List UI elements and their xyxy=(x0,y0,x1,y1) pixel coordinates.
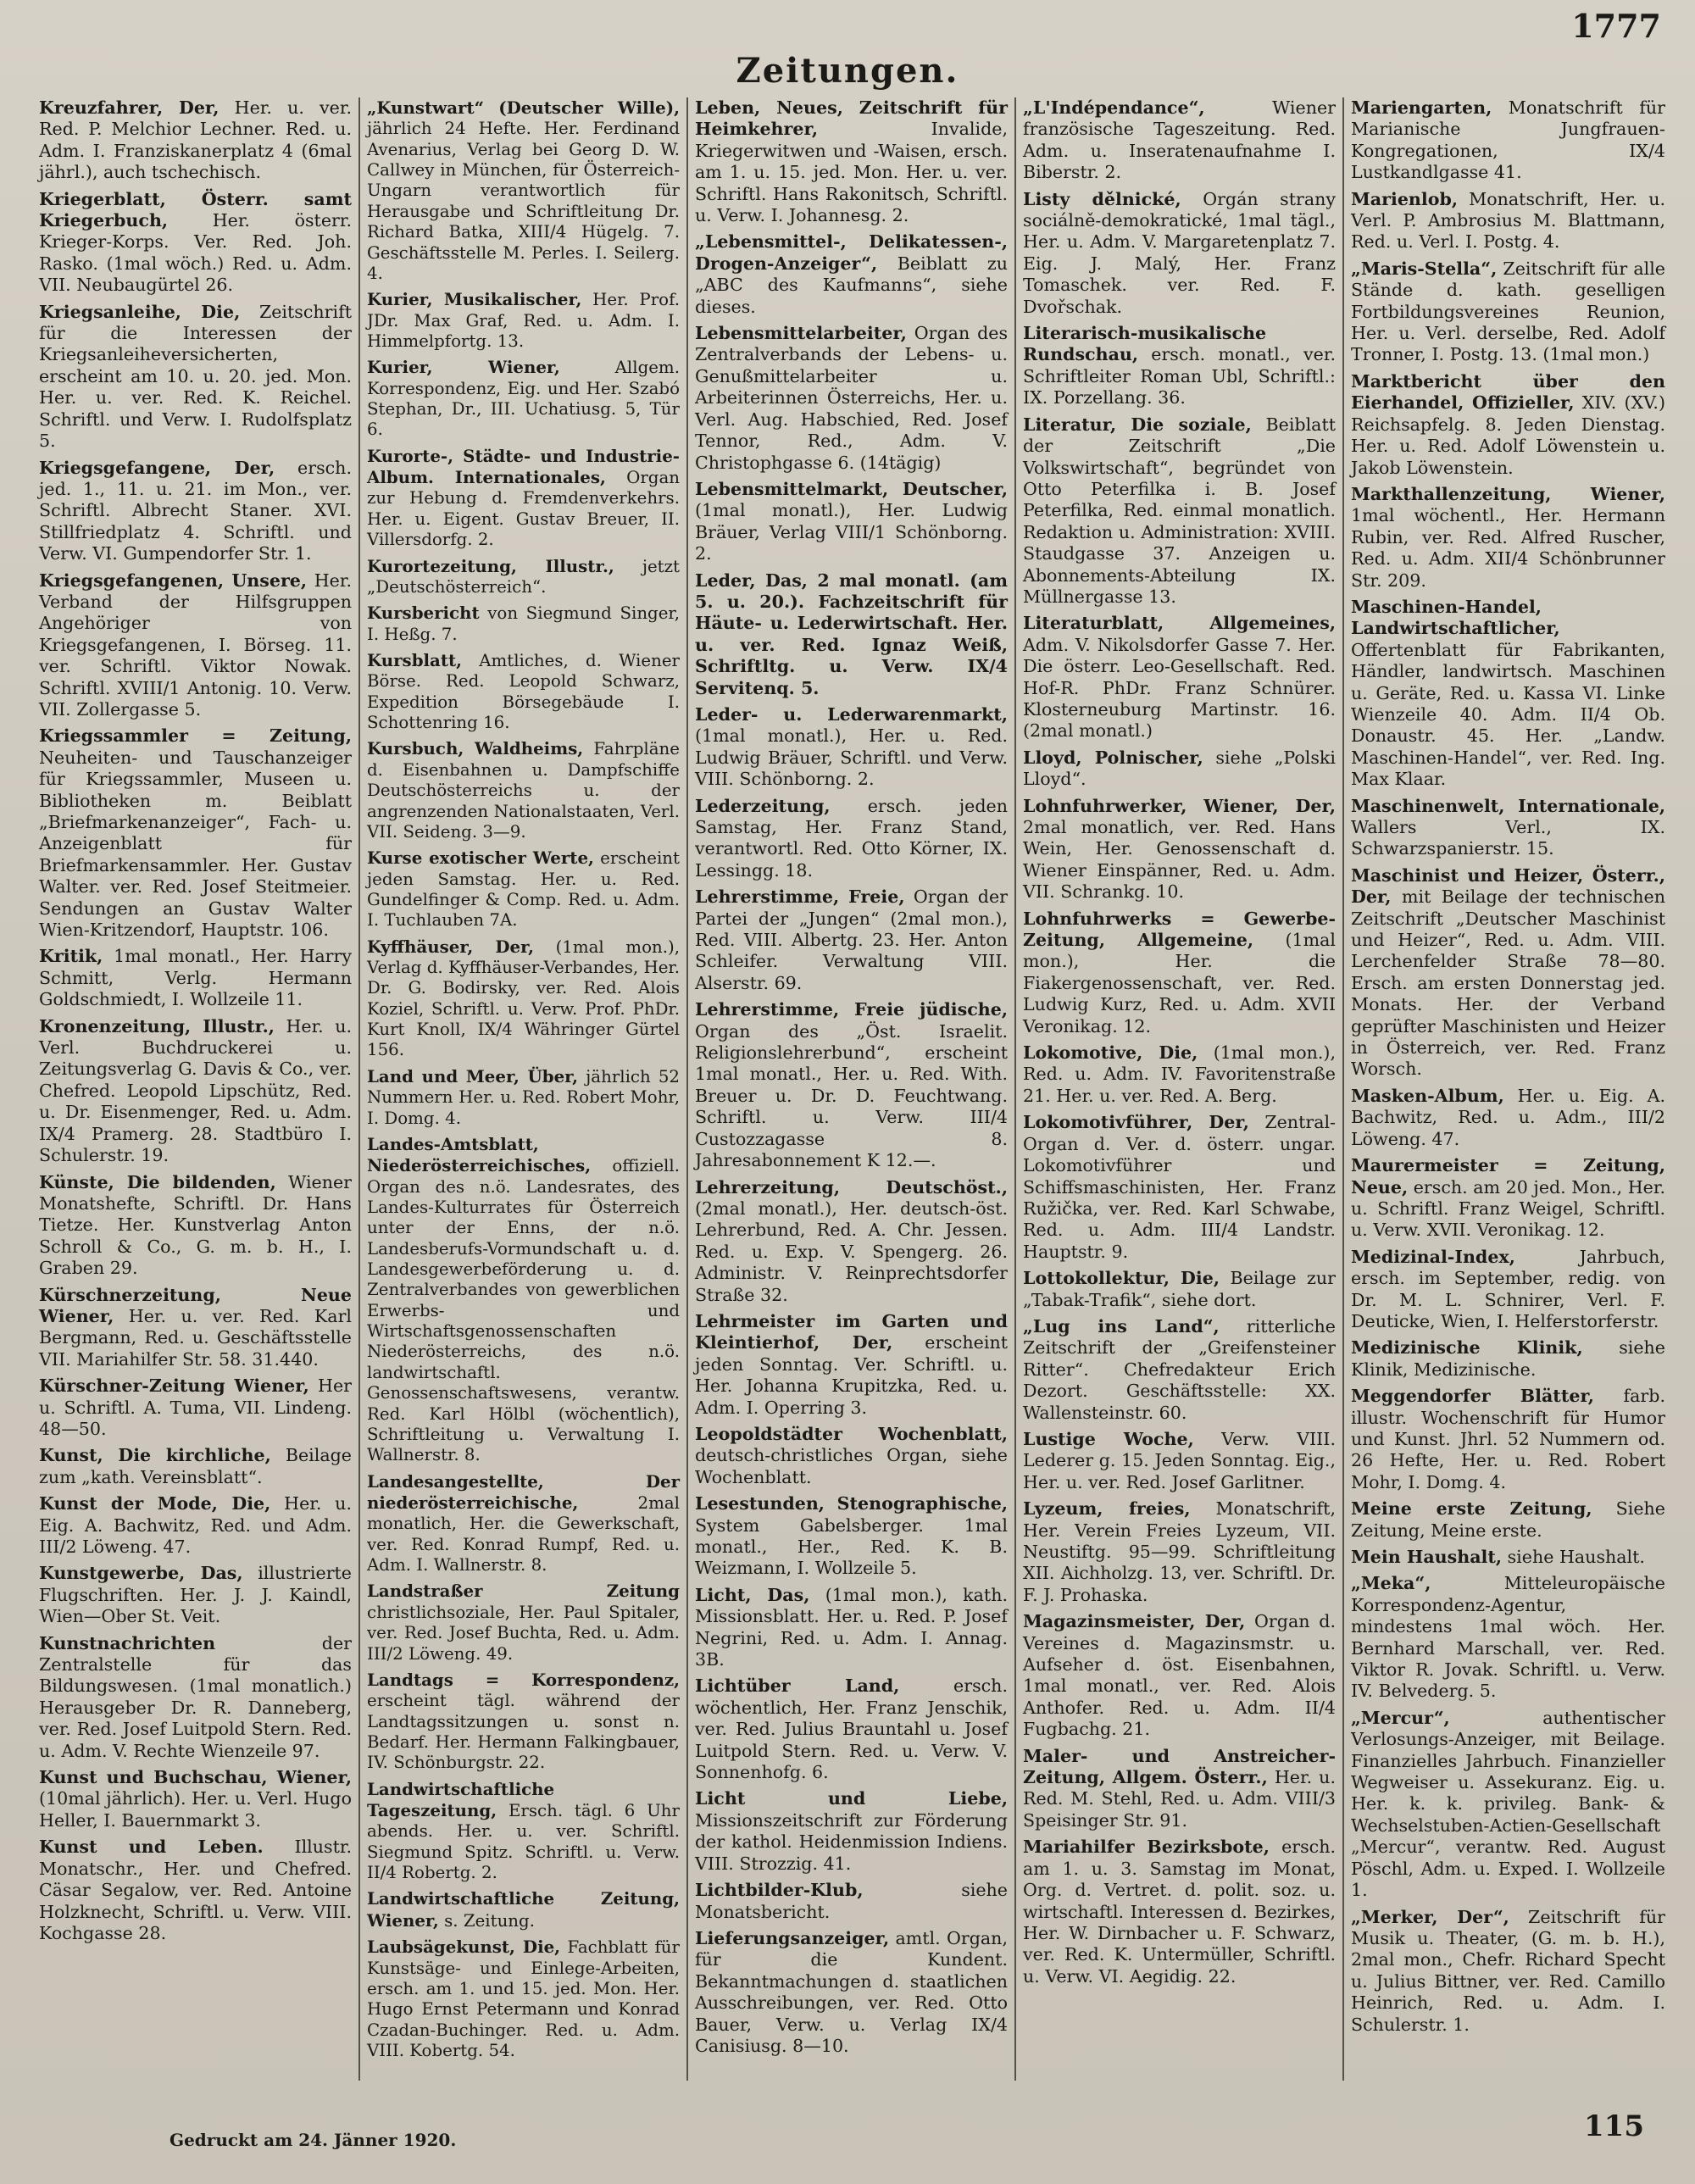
entry-title: Literaturblatt, Allgemeines, xyxy=(1023,613,1336,634)
entry-title: Mariengarten, xyxy=(1351,97,1492,118)
entry-title: Kurortezeitung, Illustr., xyxy=(367,555,614,576)
entry-text: 1mal wöchentl., Her. Hermann Rubin, ver. Red. Alfred Ruscher, Red. u. Adm. XII/4 Schönbrunner Str. 209. xyxy=(1351,505,1665,591)
entry-text: (1mal mon.), Verlag d. Kyffhäuser-Verbandes, Her. Dr. G. Bodirsky, ver. Red. Alois Koziel, Schriftl. u. Verw. Prof. PhDr. Kurt Knoll, IX/4 Währinger Gürtel 156. xyxy=(367,936,681,1060)
column-1 xyxy=(32,97,360,2081)
entry-title: Kursblatt, xyxy=(367,649,463,670)
entry-text: Her. Prof. JDr. Max Graf, Red. u. Adm. I. Himmelpfortg. 13. xyxy=(367,290,680,351)
directory-entry xyxy=(39,1445,352,1488)
directory-entry xyxy=(1351,1907,1665,2036)
entry-title: Lesestunden, Stenographische, xyxy=(695,1493,1008,1514)
directory-entry xyxy=(1023,1316,1336,1424)
directory-entry xyxy=(695,1880,1008,1923)
entry-title: Listy dělnické, xyxy=(1023,188,1181,209)
entry-title: Leder- u. Lederwarenmarkt, xyxy=(695,703,1008,725)
entry-title: Lohnfuhrwerker, Wiener, Der, xyxy=(1023,795,1336,816)
entry-text: siehe Haushalt. xyxy=(1507,1547,1645,1567)
entry-text: (1mal mon.), kath. Missionsblatt. Her. u. Red. P. Josef Negrini, Red. u. Adm. I. Annag. 3B. xyxy=(695,1584,1009,1670)
directory-entry xyxy=(1023,909,1336,1037)
entry-title: Leder, Das, 2 mal monatl. (am 5. u. 20.). Fachzeitschrift für Häute- u. Lederwirtschaft. Her. u. ver. Red. Ignaz Weiß, Schriftltg. u. Verw. IX/4 Servitenq. 5. xyxy=(695,570,1008,698)
entry-text: amtl. Organ, für die Kundent. Bekanntmachungen d. staatlichen Ausschreibungen, ver. Red. Otto Bauer, Verw. u. Verlag IX/4 Canisiusg. 8—10. xyxy=(695,1927,1008,2056)
entry-title: Kursbuch, Waldheims, xyxy=(367,738,584,759)
entry-title: Kriegsanleihe, Die, xyxy=(39,301,241,322)
entry-text: erscheint jeden Samstag. Her. u. Red. Gundelfinger & Comp. Red. u. Adm. I. Tuchlauben 7A. xyxy=(367,848,680,931)
entry-title: Lustige Woche, xyxy=(1023,1428,1194,1449)
directory-entry xyxy=(1351,1547,1665,1568)
directory-entry xyxy=(367,446,680,551)
entry-title: Kurorte-, Städte- und Industrie-Album. Internationales, xyxy=(367,445,680,488)
print-date-footer: Gedruckt am 24. Jänner 1920. xyxy=(170,2130,457,2150)
directory-entry xyxy=(367,650,680,733)
column-3 xyxy=(688,97,1016,2081)
entry-title: „Meka“, xyxy=(1351,1573,1431,1594)
directory-entry xyxy=(695,1311,1008,1419)
directory-entry xyxy=(367,1134,680,1466)
entry-text: ersch. am 1. u. 3. Samstag im Monat, Org. d. Vertret. d. polit. soz. u. wirtschaftl. Interessen d. Bezirkes, Her. W. Dirnbacher u. F. Schwarz, ver. Red. K. Untermüller, Schriftl. u. Verw. VI. Aegidig. 22. xyxy=(1023,1837,1337,1987)
entry-title: Lyzeum, freies, xyxy=(1023,1498,1191,1520)
entry-text: illustrierte Flugschriften. Her. J. J. Kaindl, Wien—Ober St. Veit. xyxy=(39,1563,352,1627)
column-4 xyxy=(1016,97,1344,2081)
entry-text: Organ des „Öst. Israelit. Religionslehrerbund“, erscheint 1mal monatl., Her. u. Red. With. Breuer u. Dr. D. Feuchtwang. Schriftl. u. Verw. III/4 Custozzagasse 8. Jahresabonnement K 12.—. xyxy=(695,1020,1008,1171)
directory-entry xyxy=(39,946,352,1010)
entry-text: Illustr. Monatschr., Her. und Chefred. Cäsar Segalow, ver. Red. Antoine Holzknecht, Schriftl. u. Verw. VIII. Kochgasse 28. xyxy=(39,1837,352,1943)
entry-text: Ersch. tägl. 6 Uhr abends. Her. u. ver. Schriftl. Siegmund Spitz. Schriftl. u. Verw. II/4 Robertg. 2. xyxy=(367,1801,680,1883)
directory-entry xyxy=(1351,597,1665,791)
entry-title: Kriegsgefangenen, Unsere, xyxy=(39,570,308,591)
directory-entry xyxy=(367,1937,680,2061)
entry-text: Her u. Schriftl. A. Tuma, VII. Lindeng. 48—50. xyxy=(39,1375,353,1439)
entry-title: Mein Haushalt, xyxy=(1351,1547,1503,1567)
directory-entry xyxy=(1351,1498,1665,1542)
entry-title: Lichtüber Land, xyxy=(695,1676,900,1697)
entry-title: Lehrerstimme, Freie, xyxy=(695,886,905,908)
entry-text: Beiblatt der Zeitschrift „Die Volkswirtschaft“, begründet von Otto Peterfilka i. B. Josef Peterfilka, Red. einmal monatlich. Redaktion u. Administration: XVIII. Staudgasse 37. Anzeigen u. Abonnements-Abteilung IX. Müllnergasse 13. xyxy=(1023,414,1337,607)
directory-entry xyxy=(1023,1498,1336,1606)
directory-entry xyxy=(1023,1112,1336,1263)
entry-title: Lebensmittelarbeiter, xyxy=(695,323,907,344)
entry-text: (1mal mon.), Her. die Fiakergenossenschaft, ver. Red. Ludwig Kurz, Red. u. Adm. XVII Veronikag. 12. xyxy=(1023,930,1337,1036)
entry-title: Lokomotive, Die, xyxy=(1023,1042,1198,1064)
entry-text: Her. u. Eig. A. Bachwitz, Red. und Adm. III/2 Löweng. 47. xyxy=(39,1493,352,1557)
directory-entry xyxy=(367,1581,680,1664)
entry-text: authentischer Verlosungs-Anzeiger, mit Beilage. Finanzielles Jahrbuch. Finanzieller Wegweiser u. Assekuranz. Eig. u. Her. k. k. privileg. Bank- & Wechselstuben-Actien-Gesellschaft „Mercur“, verantw. Red. August Pöschl, Adm. u. Exped. I. Wollzeile 1. xyxy=(1351,1707,1665,1901)
entry-title: Medizinal-Index, xyxy=(1351,1246,1515,1267)
entry-title: Kunst und Buchschau, Wiener, xyxy=(39,1767,352,1788)
entry-text: Offertenblatt für Fabrikanten, Händler, landwirtsch. Maschinen u. Geräte, Red. u. Kassa VI. Linke Wienzeile 40. Adm. II/4 Ob. Donaustr. 45. Her. „Landw. Maschinen-Handel“, ver. Red. Ing. Max Klaar. xyxy=(1351,639,1665,790)
entry-text: Her. u. ver. Red. P. Melchior Lechner. Red. u. Adm. I. Franziskanerplatz 4 (6mal jährl.), auch tschechisch. xyxy=(39,97,352,183)
directory-entry xyxy=(367,936,680,1061)
entry-title: Licht und Liebe, xyxy=(695,1788,1008,1809)
directory-entry xyxy=(1351,484,1665,592)
directory-entry xyxy=(39,458,352,565)
directory-entry xyxy=(695,1585,1008,1671)
directory-entry xyxy=(39,725,352,941)
entry-title: „Kunstwart“ (Deutscher Wille), xyxy=(367,97,680,118)
directory-entry xyxy=(39,1016,352,1167)
directory-entry xyxy=(1351,1247,1665,1333)
entry-title: Kreuzfahrer, Der, xyxy=(39,97,220,118)
entry-text: farb. illustr. Wochenschrift für Humor und Kunst. Jhrl. 52 Nummern od. 26 Hefte, Her. u. Red. Robert Mohr, I. Domg. 4. xyxy=(1351,1386,1665,1492)
entry-title: Kriegerblatt, Österr. samt Kriegerbuch, xyxy=(39,188,352,231)
entry-text: erscheint jeden Sonntag. Ver. Schriftl. u. Her. Johanna Krupitzka, Red. u. Adm. I. Operring 3. xyxy=(695,1332,1008,1418)
directory-entry xyxy=(367,357,680,440)
entry-text: Beilage zur „Tabak-Trafik“, siehe dort. xyxy=(1023,1268,1336,1310)
entry-text: Monatschrift, Her. Verein Freies Lyzeum, VII. Neustiftg. 95—99. Schriftleitung XII. Aichholzg. 13, ver. Schriftl. Dr. F. J. Prohaska. xyxy=(1023,1498,1336,1605)
entry-text: Her. u. ver. Red. Karl Bergmann, Red. u. Geschäftsstelle VII. Mariahilfer Str. 58. 31.440. xyxy=(39,1305,353,1370)
directory-entry xyxy=(1351,1573,1665,1702)
directory-entry xyxy=(695,1676,1008,1783)
entry-title: Laubsägekunst, Die, xyxy=(367,1937,561,1958)
entry-text: offiziell. Organ des n.ö. Landesrates, des Landes-Kulturrates für Österreich unter der Enns, der n.ö. Landesberufs-Vormundschaft u. d. Landesgewerbeförderung u. d. Zentralverbandes von gewerblichen Erwerbs- und Wirtschaftsgenossenschaften Niederösterreichs, des n.ö. landwirtschaftl. Genossenschaftswesens, verantw. Red. Karl Hölbl (wöchentlich), Schriftleitung u. Verwaltung I. Wallnerstr. 8. xyxy=(367,1156,680,1465)
entry-text: Wiener französische Tageszeitung. Red. Adm. u. Inseratenaufnahme I. Biberstr. 2. xyxy=(1023,97,1336,183)
entry-text: (2mal monatl.), Her. deutsch-öst. Lehrerbund, Red. A. Chr. Jessen. Red. u. Exp. V. Spengerg. 26. Administr. V. Reinprechtsdorfer Straße 32. xyxy=(695,1198,1008,1305)
column-5 xyxy=(1344,97,1672,2081)
entry-title: Magazinsmeister, Der, xyxy=(1023,1611,1246,1632)
entry-title: Kurier, Wiener, xyxy=(367,357,560,378)
directory-entry xyxy=(367,289,680,352)
entry-title: Lichtbilder-Klub, xyxy=(695,1880,864,1901)
entry-title: Lieferungsanzeiger, xyxy=(695,1927,890,1948)
entry-title: Kunst der Mode, Die, xyxy=(39,1493,271,1514)
entry-text: Verw. VIII. Lederer g. 15. Jeden Sonntag. Eig., Her. u. ver. Red. Josef Garlitner. xyxy=(1023,1428,1336,1492)
entry-text: Monatschrift für Marianische Jungfrauen-Kongregationen, IX/4 Lustkandlgasse 41. xyxy=(1351,97,1665,183)
directory-entry xyxy=(695,1788,1008,1875)
entry-title: Maschinenwelt, Internationale, xyxy=(1351,795,1665,816)
entry-title: „Maris-Stella“, xyxy=(1351,258,1498,279)
entry-text: Invalide, Kriegerwitwen und -Waisen, ersch. am 1. u. 15. jed. Mon. Her. u. ver. Schriftl. Hans Rakonitsch, Schriftl. u. Verw. I. Johannesg. 2. xyxy=(695,119,1008,226)
entry-text: ersch. jed. 1., 11. u. 21. im Mon., ver. Schriftl. Albrecht Staner. XVI. Stillfriedplatz 4. Schriftl. und Verw. VI. Gumpendorfer Str. 1. xyxy=(39,457,352,564)
directory-entry xyxy=(1351,97,1665,184)
directory-entry xyxy=(39,1837,352,1944)
entry-title: Kürschnerzeitung, Neue Wiener, xyxy=(39,1284,352,1326)
entry-title: Landes-Amtsblatt, Niederösterreichisches, xyxy=(367,1133,592,1176)
directory-entry xyxy=(367,603,680,645)
directory-entry xyxy=(695,886,1008,994)
entry-title: „Mercur“, xyxy=(1351,1707,1450,1728)
entry-text: Mitteleuropäische Korrespondenz-Agentur, mindestens 1mal wöch. Her. Bernhard Marschall, ver. Red. Viktor R. Jovak. Schriftl. u. Verw. IV. Belvederg. 5. xyxy=(1351,1573,1665,1702)
entry-title: Lehrerstimme, Freie jüdische, xyxy=(695,999,1008,1020)
entry-text: ersch. jeden Samstag, Her. Franz Stand, verantwortl. Red. Otto Körner, IX. Lessingg. 18. xyxy=(695,795,1008,881)
directory-entry xyxy=(39,97,352,184)
entry-text: Wallers Verl., IX. Schwarzspanierstr. 15. xyxy=(1351,817,1665,859)
directory-entry xyxy=(695,1177,1008,1306)
entry-text: Her. u. Eig. A. Bachwitz, Red. u. Adm., III/2 Löweng. 47. xyxy=(1351,1085,1665,1149)
entry-title: Mariahilfer Bezirksbote, xyxy=(1023,1837,1270,1858)
entry-text: Her. österr. Krieger-Korps. Ver. Red. Joh. Rasko. (1mal wöch.) Red. u. Adm. VII. Neubaugürtel 26. xyxy=(39,210,352,296)
directory-entry xyxy=(1351,1155,1665,1242)
directory-entry xyxy=(695,999,1008,1171)
entry-text: Organ des Zentralverbands der Lebens- u. Genußmittelarbeiter u. Arbeiterinnen Österreichs, Her. u. Verl. Aug. Habschied, Red. Josef Tennor, Red., Adm. V. Christophgasse 6. (14tägig) xyxy=(695,323,1009,473)
entry-title: Medizinische Klinik, xyxy=(1351,1337,1583,1359)
directory-entry xyxy=(1351,189,1665,253)
entry-text: Her. u. Verl. Buchdruckerei u. Zeitungsverlag G. Davis & Co., ver. Chefred. Leopold Lipschütz, Red. u. Dr. Eisenmenger, Red. u. Adm. IX/4 Pramerg. 28. Stadtbüro I. Schulerstr. 19. xyxy=(39,1015,352,1166)
directory-entry xyxy=(1023,1268,1336,1311)
entry-text: Organ der Partei der „Jungen“ (2mal mon.), Red. VIII. Albertg. 23. Her. Anton Schleifer. Verwaltung VIII. Alserstr. 69. xyxy=(695,886,1009,993)
page-number-bottom: 115 xyxy=(1584,2109,1644,2143)
entry-text: deutsch-christliches Organ, siehe Wochenblatt. xyxy=(695,1445,1008,1487)
entry-title: Lloyd, Polnischer, xyxy=(1023,747,1203,768)
entry-title: Maurermeister = Zeitung, Neue, xyxy=(1351,1155,1665,1198)
entry-title: Maschinist und Heizer, Österr., Der, xyxy=(1351,864,1665,908)
entry-title: Licht, Das, xyxy=(695,1584,810,1605)
entry-title: Kriegsgefangene, Der, xyxy=(39,457,275,478)
entry-text: Wiener Monatshefte, Schriftl. Dr. Hans Tietze. Her. Kunstverlag Anton Schroll & Co., G. m. b. H., I. Graben 29. xyxy=(39,1171,353,1279)
entry-title: Kunstnachrichten xyxy=(39,1632,216,1653)
entry-text: siehe Klinik, Medizinische. xyxy=(1351,1337,1665,1380)
entry-title: „L'Indépendance“, xyxy=(1023,97,1205,118)
entry-title: Kurier, Musikalischer, xyxy=(367,289,582,310)
directory-entry xyxy=(39,302,352,453)
entry-title: Landwirtschaftliche Tageszeitung, xyxy=(367,1778,555,1821)
entry-text: Organ d. Vereines d. Magazinsmstr. u. Aufseher d. öst. Eisenbahnen, 1mal monatl., ver. Red. Alois Anthofer. Red. u. Adm. II/4 Fugbachg. 21. xyxy=(1023,1611,1336,1740)
entry-title: Künste, Die bildenden, xyxy=(39,1171,276,1192)
entry-text: Fahrpläne d. Eisenbahnen u. Dampfschiffe Deutschösterreichs u. der angrenzenden Nationalstaaten, Verl. VII. Seideng. 3—9. xyxy=(367,739,680,842)
entry-text: (10mal jährlich). Her. u. Verl. Hugo Heller, I. Bauernmarkt 3. xyxy=(39,1788,352,1831)
entry-title: Land und Meer, Über, xyxy=(367,1065,579,1086)
entry-title: Kritik, xyxy=(39,946,103,967)
entry-text: s. Zeitung. xyxy=(444,1910,535,1931)
entry-title: Literarisch-musikalische Rundschau, xyxy=(1023,323,1267,365)
directory-entry xyxy=(1023,613,1336,742)
directory-entry xyxy=(1023,1429,1336,1493)
entry-title: Lehrerzeitung, Deutschöst., xyxy=(695,1176,1008,1198)
entry-text: mit Beilage der technischen Zeitschrift „Deutscher Maschinist und Heizer“, Red. u. Adm. VIII. Lerchenfelder Straße 78—80. Ersch. am ersten Donnerstag jed. Monats. Her. der Verband geprüfter Maschinisten und Heizer in Österreich, ver. Red. Franz Worsch. xyxy=(1351,886,1666,1080)
directory-entry xyxy=(1023,1042,1336,1107)
directory-entry xyxy=(367,1888,680,1931)
entry-title: Landwirtschaftliche Zeitung, Wiener, xyxy=(367,1888,680,1931)
entry-title: Lokomotivführer, Der, xyxy=(1023,1112,1249,1133)
directory-entry xyxy=(1023,97,1336,184)
entry-text: (1mal mon.), Red. u. Adm. IV. Favoritenstraße 21. Her. u. ver. Red. A. Berg. xyxy=(1023,1042,1336,1106)
entry-title: Markthallenzeitung, Wiener, xyxy=(1351,483,1665,504)
entry-text: Organ zur Hebung d. Fremdenverkehrs. Her. u. Eigent. Gustav Breuer, II. Villersdorfg. 2. xyxy=(367,468,680,550)
directory-entry xyxy=(1023,414,1336,609)
entry-text: XIV. (XV.) Reichsapfelg. 8. Jeden Dienstag. Her. u. Red. Adolf Löwenstein u. Jakob Löwenstein. xyxy=(1351,392,1666,478)
entry-text: Missionszeitschrift zur Förderung der kathol. Heidenmission Indiens. VIII. Strozzig. 41. xyxy=(695,1809,1008,1874)
directory-entry xyxy=(367,1471,680,1576)
entry-title: Lohnfuhrwerks = Gewerbe-Zeitung, Allgemeine, xyxy=(1023,908,1336,951)
directory-entry xyxy=(39,1285,352,1371)
entry-text: siehe Monatsbericht. xyxy=(695,1880,1008,1922)
directory-entry xyxy=(1351,258,1665,366)
directory-entry xyxy=(367,1670,680,1774)
entry-text: ersch. am 20 jed. Mon., Her. u. Schriftl. Franz Weigel, Schriftl. u. Verw. XVII. Veronikag. 12. xyxy=(1351,1176,1665,1241)
entry-text: jährlich 52 Nummern Her. u. Red. Robert Mohr, I. Domg. 4. xyxy=(367,1066,681,1128)
directory-entry xyxy=(1351,1086,1665,1150)
entry-text: Jahrbuch, ersch. im September, redig. von Dr. M. L. Schnirer, Verl. F. Deuticke, Wien, I. Helferstorferstr. xyxy=(1351,1246,1665,1331)
directory-entry xyxy=(695,323,1008,474)
directory-entry xyxy=(1351,1708,1665,1902)
entry-title: Kyffhäuser, Der, xyxy=(367,936,534,957)
entry-title: Lebensmittelmarkt, Deutscher, xyxy=(695,478,1008,499)
directory-entry xyxy=(695,570,1008,699)
entry-text: Beiblatt zu „ABC des Kaufmanns“, siehe dieses. xyxy=(695,253,1009,317)
entry-title: Meine erste Zeitung, xyxy=(1351,1498,1592,1520)
entry-title: Kunstgewerbe, Das, xyxy=(39,1563,243,1584)
entry-text: Her. Verband der Hilfsgruppen Angehöriger von Kriegsgefangenen, I. Börseg. 11. ver. Schriftl. Viktor Nowak. Schriftl. XVIII/1 Antonig. 10. Verw. VII. Zollergasse 5. xyxy=(39,570,352,720)
entry-title: Lehrmeister im Garten und Kleintierhof, Der, xyxy=(695,1310,1008,1353)
directory-entry xyxy=(1023,1611,1336,1740)
entry-title: Kursbericht xyxy=(367,603,480,624)
entry-text: Beilage zum „kath. Vereinsblatt“. xyxy=(39,1445,352,1487)
directory-entry xyxy=(1023,189,1336,318)
directory-entry xyxy=(695,97,1008,226)
entry-text: siehe „Polski Lloyd“. xyxy=(1023,747,1337,790)
entry-title: Marktbericht über den Eierhandel, Offizieller, xyxy=(1351,370,1665,414)
entry-text: 1mal monatl., Her. Harry Schmitt, Verlg. Hermann Goldschmiedt, I. Wollzeile 11. xyxy=(39,946,353,1010)
entry-text: Zeitschrift für Musik u. Theater, (G. m. b. H.), 2mal mon., Chefr. Richard Specht u. Julius Bittner, ver. Red. Camillo Heinrich, Red. u. Adm. I. Schulerstr. 1. xyxy=(1351,1906,1665,2035)
entry-text: von Siegmund Singer, I. Heßg. 7. xyxy=(367,603,680,644)
directory-entry xyxy=(367,97,680,284)
entry-text: (1mal monatl.), Her. Ludwig Bräuer, Verlag VIII/1 Schönborng. 2. xyxy=(695,500,1008,564)
entry-text: 2mal monatlich, Her. die Gewerkschaft, ver. Red. Konrad Rumpf, Red. u. Adm. I. Wallnerstr. 8. xyxy=(367,1493,680,1575)
entry-title: Leopoldstädter Wochenblatt, xyxy=(695,1423,1008,1444)
entry-title: „Lug ins Land“, xyxy=(1023,1315,1220,1337)
entry-text: Siehe Zeitung, Meine erste. xyxy=(1351,1498,1665,1541)
entry-text: ersch. monatl., ver. Schriftleiter Roman Ubl, Schriftl.: IX. Porzellang. 36. xyxy=(1023,344,1336,408)
entry-text: ersch. wöchentlich, Her. Franz Jenschik, ver. Red. Julius Brauntahl u. Josef Luitpold Stern. Red. u. Verw. V. Sonnenhofg. 6. xyxy=(695,1676,1008,1783)
entry-title: Leben, Neues, Zeitschrift für Heimkehrer, xyxy=(695,97,1008,140)
entry-text: jetzt „Deutschösterreich“. xyxy=(367,556,680,597)
page-title: Zeitungen. xyxy=(736,51,959,91)
directory-entry xyxy=(39,189,352,297)
page-number-top: 1777 xyxy=(1571,7,1661,45)
entry-text: (1mal monatl.), Her. u. Red. Ludwig Bräuer, Schriftl. und Verw. VIII. Schönborng. 2. xyxy=(695,725,1008,790)
entry-text: Fachblatt für Kunstsäge- und Einlege-Arbeiten, ersch. am 1. und 15. jed. Mon. Her. Hugo Ernst Petermann und Konrad Czadan-Buchinger. Red. u. Adm. VIII. Kobertg. 54. xyxy=(367,1937,681,2060)
directory-entry xyxy=(1023,1746,1336,1832)
entry-title: Kriegssammler = Zeitung, xyxy=(39,725,352,747)
directory-entry xyxy=(695,1493,1008,1580)
directory-entry xyxy=(1023,323,1336,409)
entry-title: Lottokollektur, Die, xyxy=(1023,1268,1220,1289)
directory-entry xyxy=(1023,747,1336,791)
directory-entry xyxy=(367,1066,680,1129)
entry-text: System Gabelsberger. 1mal monatl., Her., Red. K. B. Weizmann, I. Wollzeile 5. xyxy=(695,1514,1008,1579)
directory-entry xyxy=(367,847,680,931)
entry-text: Allgem. Korrespondenz, Eig. und Her. Szabó Stephan, Dr., III. Uchatiusg. 5, Tür 6. xyxy=(367,358,680,440)
directory-entry xyxy=(367,556,680,598)
directory-entry xyxy=(1351,1386,1665,1493)
entry-title: Landtags = Korrespondenz, xyxy=(367,1669,680,1690)
entry-title: Kunst, Die kirchliche, xyxy=(39,1445,271,1466)
entry-title: Lederzeitung, xyxy=(695,795,831,816)
directory-entry xyxy=(39,1493,352,1558)
directory-entry xyxy=(39,1767,352,1831)
directory-entry xyxy=(695,704,1008,791)
directory-entry xyxy=(367,738,680,842)
entry-text: Zeitschrift für die Interessen der Kriegsanleiheversicherten, erscheint am 10. u. 20. jed. Mon. Her. u. ver. Red. K. Reichel. Schriftl. und Verw. I. Rudolfsplatz 5. xyxy=(39,301,352,452)
entry-text: Amtliches, d. Wiener Börse. Red. Leopold Schwarz, Expedition Börsegebäude I. Schottenring 16. xyxy=(367,650,680,733)
entry-title: „Merker, Der“, xyxy=(1351,1906,1509,1927)
directory-entry xyxy=(39,1563,352,1627)
entry-title: Literatur, Die soziale, xyxy=(1023,414,1252,435)
entry-text: Zeitschrift für alle Stände d. kath. geselligen Fortbildungsvereines Reunion, Her. u. Verl. derselbe, Red. Adolf Tronner, I. Postg. 13. (1mal mon.) xyxy=(1351,258,1665,365)
directory-entry xyxy=(695,1928,1008,2057)
entry-text: christlichsoziale, Her. Paul Spitaler, ver. Red. Josef Buchta, Red. u. Adm. III/2 Löweng. 49. xyxy=(367,1602,680,1664)
entry-text: erscheint tägl. während der Landtagssitzungen u. sonst n. Bedarf. Her. Hermann Falkingbauer, IV. Schönburgstr. 22. xyxy=(367,1691,680,1773)
entry-title: Landstraßer Zeitung xyxy=(367,1581,680,1602)
entry-title: Marienlob, xyxy=(1351,188,1459,209)
directory-entry xyxy=(39,1633,352,1762)
entry-text: Neuheiten- und Tauschanzeiger für Kriegssammler, Museen u. Bibliotheken m. Beiblatt „Briefmarkenanzeiger“, Fach- u. Anzeigenblatt für Briefmarkensammler. Her. Gustav Walter. ver. Red. Josef Steitmeier. Sendungen an Gustav Walter Wien-Kritzendorf, Hauptstr. 106. xyxy=(39,747,352,941)
directory-entry xyxy=(1351,796,1665,860)
entry-title: Kurse exotischer Werte, xyxy=(367,847,594,869)
directory-entry xyxy=(1351,1337,1665,1381)
directory-entry xyxy=(695,479,1008,565)
directory-entry xyxy=(695,796,1008,882)
entry-text: Orgán strany sociálně-demokratické, 1mal tägl., Her. u. Adm. V. Margaretenplatz 7. Eig. J. Malý, Her. Franz Tomaschek. ver. Red. F. Dvořschak. xyxy=(1023,188,1337,317)
entry-title: Kunst und Leben. xyxy=(39,1837,264,1858)
directory-entry xyxy=(367,1779,680,1884)
directory-entry xyxy=(1023,796,1336,903)
entry-text: Adm. V. Nikolsdorfer Gasse 7. Her. Die österr. Leo-Gesellschaft. Red. Hof-R. PhDr. Franz Schnürer. Klosterneuburg Martinstr. 16. (2mal monatl.) xyxy=(1023,634,1336,742)
entry-text: der Zentralstelle für das Bildungswesen. (1mal monatlich.) Herausgeber Dr. R. Danneberg, ver. Red. Josef Luitpold Stern. Red. u. Adm. V. Rechte Wienzeile 97. xyxy=(39,1632,352,1761)
entry-title: Maschinen-Handel, Landwirtschaftlicher, xyxy=(1351,596,1560,639)
directory-entry xyxy=(695,231,1008,318)
entry-title: „Lebensmittel-, Delikatessen-, Drogen-Anzeiger“, xyxy=(695,231,1008,274)
entry-text: Monatschrift, Her. u. Verl. P. Ambrosius M. Blattmann, Red. u. Verl. I. Postg. 4. xyxy=(1351,188,1666,253)
entry-title: Kronenzeitung, Illustr., xyxy=(39,1015,275,1036)
entry-title: Kürschner-Zeitung Wiener, xyxy=(39,1375,309,1397)
directory-entry xyxy=(1351,865,1665,1081)
entry-text: Her. u. Red. M. Stehl, Red. u. Adm. VIII/3 Speisinger Str. 91. xyxy=(1023,1767,1336,1831)
entry-title: Meggendorfer Blätter, xyxy=(1351,1386,1594,1407)
directory-entry xyxy=(39,1172,352,1280)
entry-text: 2mal monatlich, ver. Red. Hans Wein, Her. Genossenschaft d. Wiener Einspänner, Red. u. Adm. VII. Schrankg. 10. xyxy=(1023,817,1336,903)
entry-title: Maler- und Anstreicher-Zeitung, Allgem. Österr., xyxy=(1023,1745,1336,1788)
directory-entry xyxy=(695,1424,1008,1488)
entry-title: Masken-Album, xyxy=(1351,1085,1504,1106)
directory-entry xyxy=(1023,1837,1336,1987)
directory-entry xyxy=(39,570,352,721)
column-2 xyxy=(360,97,688,2081)
entry-text: Zentral-Organ d. Ver. d. österr. ungar. Lokomotivführer und Schiffsmaschinisten, Her. Franz Ružička, ver. Red. Karl Schwabe, Red. u. Adm. III/4 Landstr. Hauptstr. 9. xyxy=(1023,1112,1337,1262)
directory-entry xyxy=(39,1375,352,1440)
entry-title: Landesangestellte, Der niederösterreichische, xyxy=(367,1470,680,1513)
directory-entry xyxy=(1351,371,1665,479)
columns-container xyxy=(32,97,1673,2081)
entry-text: ritterliche Zeitschrift der „Greifensteiner Ritter“. Chefredakteur Erich Dezort. Geschäftsstelle: XX. Wallensteinstr. 60. xyxy=(1023,1315,1336,1423)
entry-text: jährlich 24 Hefte. Her. Ferdinand Avenarius, Verlag bei Georg D. W. Callwey in München, für Österreich-Ungarn verantwortlich für Herausgabe und Schriftleitung Dr. Richard Batka, XIII/4 Hügelg. 7. Geschäftsstelle M. Perles. I. Seilerg. 4. xyxy=(367,119,680,283)
